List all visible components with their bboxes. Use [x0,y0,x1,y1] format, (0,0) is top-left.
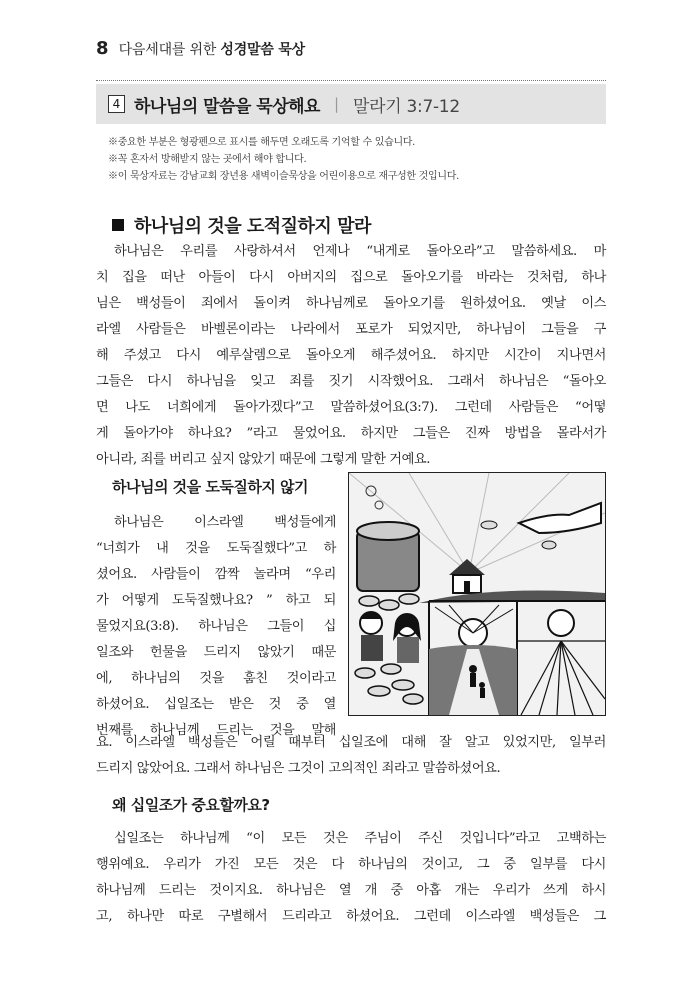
text-line: 아니라, 죄를 버리고 싶지 않았기 때문에 그렇게 말한 거예요. [96,452,431,467]
instruction-notes [108,134,608,185]
note-line: ※꼭 혼자서 방해받지 않는 곳에서 해야 합니다. [108,154,307,165]
header-subtitle-plain: 다음세대를 위한 [118,42,217,58]
subsection-heading-1: 하나님의 것을 도둑질하지 않기 [112,478,309,496]
scripture-reference: 말라기 3:7-12 [353,96,460,117]
dotted-divider [96,80,606,81]
text-line: 행위예요. 우리가 가진 모든 것은 다 하나님의 것이고, 그 중 일부를 다시 [96,857,606,872]
text-line: 해 주셨고 다시 예루살렘으로 돌아오게 해주셨어요. 하지만 시간이 지나면서 [96,348,606,363]
text-line: 라엘 사람들은 바벨론이라는 나라에서 포로가 되었지만, 하나님이 그들을 구 [96,322,606,337]
subsection-heading-2: 왜 십일조가 중요할까요? [112,796,270,814]
page-number: 8 [96,38,109,59]
lesson-number-box: 4 [108,95,125,113]
text-line: 하나님은 이스라엘 백성들에게 [114,515,336,530]
text-line: 십일조는 하나님께 “이 모든 것은 주님이 주신 것입니다”라고 고백하는 [114,831,606,846]
lesson-title: 하나님의 말씀을 묵상해요 [134,96,320,117]
text-line: 하나님께 드리는 것이지요. 하나님은 열 개 중 아홉 개는 우리가 쓰게 하시 [96,883,606,898]
paragraph-tithe-importance [96,826,606,930]
section-heading-text: 하나님의 것을 도적질하지 말라 [134,216,371,237]
text-line: 드리지 않았어요. 그래서 하나님은 그것이 고의적인 죄라고 말씀하셨어요. [96,761,501,776]
title-bar [96,84,606,124]
text-line: 요. 이스라엘 백성들은 어릴 때부터 십일조에 대해 잘 알고 있었지만, 일부러 [96,735,606,750]
header-subtitle-strong: 성경말씀 묵상 [220,42,306,58]
text-line: 면 나도 너희에게 돌아가겠다”고 말씀하셨어요(3:7). 그런데 사람들은 “어떻 [96,400,606,415]
text-line: 그들은 다시 하나님을 잊고 죄를 짓기 시작했어요. 그래서 하나님은 “돌아오 [96,374,606,389]
text-line: 가 어떻게 도둑질했나요? ” 하고 되 [96,593,336,608]
text-line: 고, 하나만 따로 구별해서 드리라고 하셨어요. 그런데 이스라엘 백성들은 그 [96,909,606,924]
note-line: ※이 묵상자료는 강남교회 장년용 새벽이슬묵상을 어린이용으로 재구성한 것입니다. [108,171,459,182]
square-bullet-icon [112,219,124,231]
section-heading [112,212,371,238]
text-line: 에, 하나님의 것을 훔친 것이라고 [96,671,336,686]
note-line: ※중요한 부분은 형광펜으로 표시를 해두면 오래도록 기억할 수 있습니다. [108,137,416,148]
text-line: 님은 백성들이 죄에서 돌이켜 하나님께로 돌아오기를 원하셨어요. 옛날 이스 [96,296,606,311]
text-line: “너희가 내 것을 도둑질했다”고 하 [96,541,336,556]
paragraph-below-image [96,730,606,782]
text-line: 일조와 헌물을 드리지 않았기 때문 [96,645,336,660]
title-separator: | [333,95,340,113]
text-line: 셨어요. 사람들이 깜짝 놀라며 “우리 [96,567,336,582]
text-line: 번째를 하나님께 드리는 것을 말해 [96,723,336,738]
page-header [96,38,305,59]
text-line: 하셨어요. 십일조는 받은 것 중 열 [96,697,336,712]
illustration-image [349,473,605,715]
text-line: 하나님은 우리를 사랑하셔서 언제나 “내게로 돌아오라”고 말씀하세요. 마 [114,244,606,259]
tithe-illustration [348,472,606,716]
text-line: 물었지요(3:8). 하나님은 그들이 십 [96,619,336,634]
text-line: 치 집을 떠난 아들이 다시 아버지의 집으로 돌아오기를 바라는 것처럼, 하나 [96,270,606,285]
text-line: 게 돌아가야 하나요? ”라고 물었어요. 하지만 그들은 진짜 방법을 몰라서가 [96,426,606,441]
paragraph-beside-image [96,510,336,744]
paragraph-intro [96,239,606,473]
